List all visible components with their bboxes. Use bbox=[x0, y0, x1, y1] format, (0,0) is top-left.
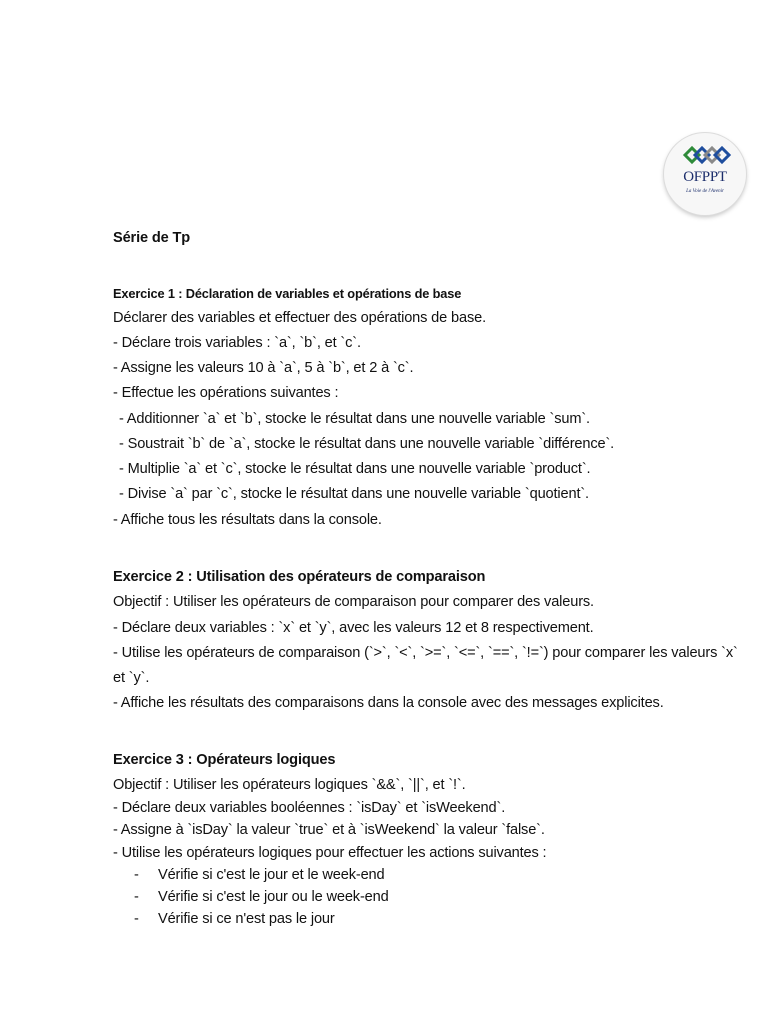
page-title: Série de Tp bbox=[113, 230, 191, 246]
bullet-marker: - bbox=[134, 889, 139, 905]
exercise-1-line: - Effectue les opérations suivantes : bbox=[113, 385, 339, 401]
exercise-1-subline: - Soustrait `b` de `a`, stocke le résultat dans une nouvelle variable `différence`. bbox=[119, 436, 615, 452]
exercise-3-line: - Assigne à `isDay` la valeur `true` et à `isWeekend` la valeur `false`. bbox=[113, 822, 545, 838]
logo-tagline: La Voie de l'Avenir bbox=[686, 189, 724, 194]
bullet-marker: - bbox=[134, 867, 139, 883]
exercise-1-subline: - Multiplie `a` et `c`, stocke le résultat dans une nouvelle variable `product`. bbox=[119, 461, 591, 477]
exercise-2-line: Objectif : Utiliser les opérateurs de comparaison pour comparer des valeurs. bbox=[113, 594, 594, 610]
exercise-3-line: - Déclare deux variables booléennes : `isDay` et `isWeekend`. bbox=[113, 800, 506, 816]
exercise-2-line: - Utilise les opérateurs de comparaison (`>`, `<`, `>=`, `<=`, `==`, `!=`) pour comparer les valeurs `x` bbox=[113, 645, 738, 661]
exercise-2-line: - Déclare deux variables : `x` et `y`, avec les valeurs 12 et 8 respectivement. bbox=[113, 620, 594, 636]
exercise-2-line: - Affiche les résultats des comparaisons dans la console avec des messages explicites. bbox=[113, 695, 664, 711]
exercise-1-heading: Exercice 1 : Déclaration de variables et opérations de base bbox=[113, 286, 462, 301]
bullet-item: Vérifie si c'est le jour et le week-end bbox=[158, 867, 385, 883]
exercise-1-subline: - Additionner `a` et `b`, stocke le résultat dans une nouvelle variable `sum`. bbox=[119, 411, 590, 427]
bullet-item: Vérifie si ce n'est pas le jour bbox=[158, 911, 335, 927]
logo-name: OFPPT bbox=[683, 169, 727, 185]
exercise-3-heading: Exercice 3 : Opérateurs logiques bbox=[113, 752, 336, 768]
exercise-1-line: - Affiche tous les résultats dans la console. bbox=[113, 512, 382, 528]
exercise-3-line: Objectif : Utiliser les opérateurs logiques `&&`, `||`, et `!`. bbox=[113, 777, 466, 793]
exercise-2-heading: Exercice 2 : Utilisation des opérateurs de comparaison bbox=[113, 569, 486, 585]
exercise-3-line: - Utilise les opérateurs logiques pour effectuer les actions suivantes : bbox=[113, 845, 547, 861]
exercise-1-line: - Assigne les valeurs 10 à `a`, 5 à `b`, et 2 à `c`. bbox=[113, 360, 414, 376]
ofppt-logo bbox=[664, 133, 746, 215]
bullet-marker: - bbox=[134, 911, 139, 927]
exercise-1-line: Déclarer des variables et effectuer des opérations de base. bbox=[113, 310, 486, 326]
bullet-item: Vérifie si c'est le jour ou le week-end bbox=[158, 889, 389, 905]
exercise-1-subline: - Divise `a` par `c`, stocke le résultat dans une nouvelle variable `quotient`. bbox=[119, 486, 589, 502]
exercise-2-line: et `y`. bbox=[113, 670, 150, 686]
exercise-1-line: - Déclare trois variables : `a`, `b`, et `c`. bbox=[113, 335, 361, 351]
